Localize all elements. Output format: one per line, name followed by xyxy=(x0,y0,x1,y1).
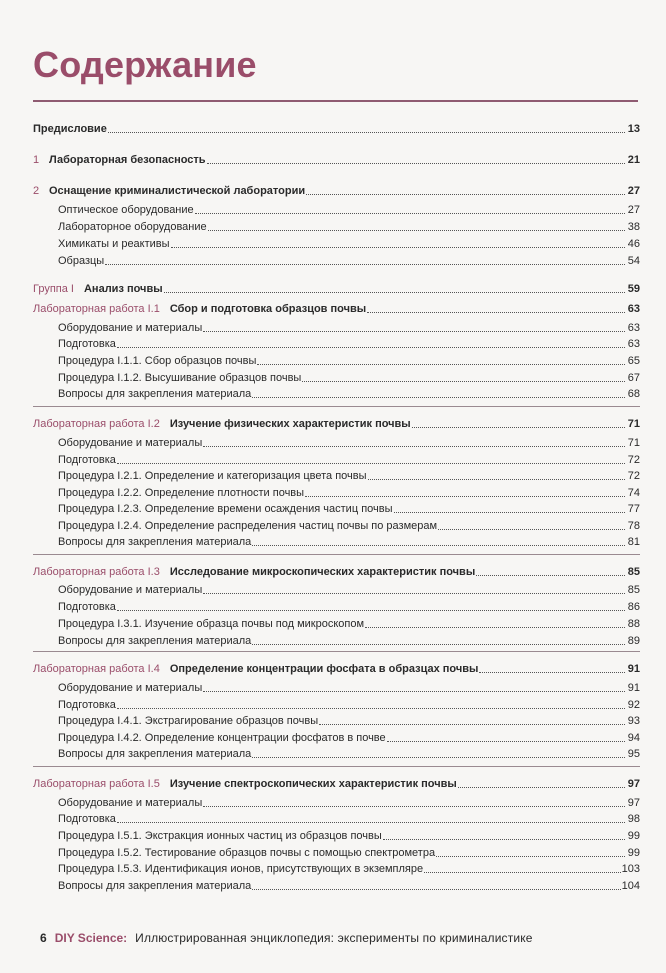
section-divider xyxy=(33,554,640,555)
page-number: 38 xyxy=(627,221,640,233)
dot-leader xyxy=(365,626,625,628)
dot-leader xyxy=(108,131,625,133)
entry-title: Изучение спектроскопических характеристик почвы xyxy=(169,778,457,790)
dot-leader xyxy=(252,643,625,645)
toc-entry[interactable] xyxy=(58,353,640,368)
page-number: 13 xyxy=(627,123,640,135)
lab-label: Лабораторная работа I.5 xyxy=(33,778,160,790)
page-number: 59 xyxy=(627,283,640,295)
toc-entry[interactable] xyxy=(58,468,640,483)
toc-entry[interactable] xyxy=(58,582,640,597)
dot-leader xyxy=(171,246,625,248)
entry-title: Оптическое оборудование xyxy=(58,204,194,216)
dot-leader xyxy=(476,574,625,576)
page-title: Содержание xyxy=(33,44,257,85)
entry-title: Предисловие xyxy=(33,123,107,135)
entry-title: Процедура I.4.2. Определение концентрации фосфатов в почве xyxy=(58,732,386,744)
entry-title: Изучение физических характеристик почвы xyxy=(169,418,411,430)
dot-leader xyxy=(203,445,625,447)
dot-leader xyxy=(257,363,625,365)
toc-entry[interactable] xyxy=(58,336,640,351)
page-number: 95 xyxy=(627,748,640,760)
toc-entry[interactable] xyxy=(33,301,640,316)
chapter-number: 1 xyxy=(33,154,40,166)
entry-title: Оборудование и материалы xyxy=(58,584,203,596)
entry-title: Лабораторная безопасность xyxy=(49,154,206,166)
toc-entry[interactable] xyxy=(58,730,640,745)
page-number: 91 xyxy=(627,663,640,675)
page-number: 78 xyxy=(627,520,640,532)
page-number: 88 xyxy=(627,618,640,630)
entry-title: Образцы xyxy=(58,255,105,267)
dot-leader xyxy=(117,609,625,611)
page-number: 85 xyxy=(627,566,640,578)
page-number: 63 xyxy=(627,322,640,334)
dot-leader xyxy=(306,193,625,195)
toc-entry[interactable] xyxy=(58,534,640,549)
lab-label: Лабораторная работа I.3 xyxy=(33,566,160,578)
dot-leader xyxy=(252,544,625,546)
lab-label: Лабораторная работа I.2 xyxy=(33,418,160,430)
toc-entry[interactable] xyxy=(58,435,640,450)
toc-entry[interactable] xyxy=(58,828,640,843)
entry-title: Подготовка xyxy=(58,699,116,711)
toc-entry[interactable] xyxy=(58,795,640,810)
table-of-contents xyxy=(33,0,640,973)
dot-leader xyxy=(479,671,625,673)
toc-entry[interactable] xyxy=(58,599,640,614)
page-number: 92 xyxy=(627,699,640,711)
page-number: 67 xyxy=(627,372,640,384)
toc-entry[interactable] xyxy=(33,776,640,791)
page-number: 63 xyxy=(627,338,640,350)
dot-leader xyxy=(164,291,625,293)
page-number: 91 xyxy=(627,682,640,694)
page-number: 97 xyxy=(627,797,640,809)
toc-entry[interactable] xyxy=(58,485,640,500)
dot-leader xyxy=(195,212,625,214)
page-number: 99 xyxy=(627,830,640,842)
toc-entry[interactable] xyxy=(58,616,640,631)
entry-title: Вопросы для закрепления материала xyxy=(58,635,252,647)
toc-entry[interactable] xyxy=(58,219,640,234)
entry-title: Подготовка xyxy=(58,813,116,825)
chapter-number: 2 xyxy=(33,185,40,197)
toc-entry[interactable] xyxy=(33,564,640,579)
page-number: 65 xyxy=(627,355,640,367)
dot-leader xyxy=(252,888,620,890)
dot-leader xyxy=(252,396,625,398)
page-number: 86 xyxy=(627,601,640,613)
entry-title: Процедура I.5.2. Тестирование образцов почвы с помощью спектрометра xyxy=(58,847,436,859)
dot-leader xyxy=(207,162,625,164)
toc-entry[interactable] xyxy=(33,152,640,167)
entry-title: Подготовка xyxy=(58,601,116,613)
dot-leader xyxy=(203,592,625,594)
dot-leader xyxy=(424,871,621,873)
entry-title: Оснащение криминалистической лаборатории xyxy=(49,185,306,197)
dot-leader xyxy=(117,707,625,709)
entry-title: Процедура I.2.3. Определение времени осаждения частиц почвы xyxy=(58,503,393,515)
toc-entry[interactable] xyxy=(58,236,640,251)
toc-entry[interactable] xyxy=(58,878,640,893)
dot-leader xyxy=(203,805,625,807)
entry-title: Оборудование и материалы xyxy=(58,682,203,694)
section-divider xyxy=(33,651,640,652)
page-number: 93 xyxy=(627,715,640,727)
dot-leader xyxy=(387,740,625,742)
entry-title: Сбор и подготовка образцов почвы xyxy=(169,303,367,315)
group-label: Группа I xyxy=(33,283,74,295)
dot-leader xyxy=(117,462,625,464)
page-number: 21 xyxy=(627,154,640,166)
page-number: 71 xyxy=(627,418,640,430)
dot-leader xyxy=(203,690,625,692)
dot-leader xyxy=(203,330,625,332)
dot-leader xyxy=(368,478,625,480)
dot-leader xyxy=(412,426,625,428)
toc-entry[interactable] xyxy=(58,697,640,712)
lab-label: Лабораторная работа I.4 xyxy=(33,663,160,675)
page-number: 63 xyxy=(627,303,640,315)
dot-leader xyxy=(117,821,625,823)
footer-page-number: 6 xyxy=(40,931,47,945)
page-number: 72 xyxy=(627,470,640,482)
footer-brand: DIY Science: xyxy=(54,931,128,945)
page-number: 85 xyxy=(627,584,640,596)
page-footer xyxy=(40,931,533,945)
toc-entry[interactable] xyxy=(33,121,640,136)
entry-title: Процедура I.4.1. Экстрагирование образцов почвы xyxy=(58,715,319,727)
toc-entry[interactable] xyxy=(58,713,640,728)
section-divider xyxy=(33,406,640,407)
toc-entry[interactable] xyxy=(33,661,640,676)
toc-entry[interactable] xyxy=(58,202,640,217)
toc-entry[interactable] xyxy=(58,845,640,860)
toc-entry[interactable] xyxy=(33,281,640,296)
dot-leader xyxy=(394,511,625,513)
entry-title: Вопросы для закрепления материала xyxy=(58,748,252,760)
toc-entry[interactable] xyxy=(58,680,640,695)
entry-title: Процедура I.2.1. Определение и категоризация цвета почвы xyxy=(58,470,367,482)
dot-leader xyxy=(383,838,625,840)
dot-leader xyxy=(438,528,625,530)
dot-leader xyxy=(105,263,625,265)
entry-title: Химикаты и реактивы xyxy=(58,238,170,250)
dot-leader xyxy=(208,229,625,231)
page-number: 27 xyxy=(627,204,640,216)
toc-entry[interactable] xyxy=(58,386,640,401)
entry-title: Определение концентрации фосфата в образцах почвы xyxy=(169,663,479,675)
page-number: 81 xyxy=(627,536,640,548)
toc-entry[interactable] xyxy=(58,633,640,648)
page-number: 46 xyxy=(627,238,640,250)
entry-title: Вопросы для закрепления материала xyxy=(58,880,252,892)
entry-title: Оборудование и материалы xyxy=(58,322,203,334)
entry-title: Процедура I.5.1. Экстракция ионных частиц из образцов почвы xyxy=(58,830,382,842)
entry-title: Исследование микроскопических характеристик почвы xyxy=(169,566,476,578)
dot-leader xyxy=(458,786,625,788)
dot-leader xyxy=(302,380,625,382)
entry-title: Процедура I.1.2. Высушивание образцов почвы xyxy=(58,372,302,384)
toc-entry[interactable] xyxy=(58,501,640,516)
page-number: 104 xyxy=(621,880,640,892)
toc-entry[interactable] xyxy=(58,811,640,826)
entry-title: Подготовка xyxy=(58,454,116,466)
dot-leader xyxy=(436,855,625,857)
page-number: 74 xyxy=(627,487,640,499)
toc-entry[interactable] xyxy=(33,416,640,431)
toc-entry[interactable] xyxy=(58,370,640,385)
entry-title: Процедура I.1.1. Сбор образцов почвы xyxy=(58,355,257,367)
page-number: 97 xyxy=(627,778,640,790)
dot-leader xyxy=(367,311,625,313)
entry-title: Вопросы для закрепления материала xyxy=(58,536,252,548)
entry-title: Анализ почвы xyxy=(83,283,163,295)
toc-entry[interactable] xyxy=(33,183,640,198)
page-number: 103 xyxy=(621,863,640,875)
footer-book-title: Иллюстрированная энциклопедия: эксперименты по криминалистике xyxy=(135,931,533,945)
page-number: 54 xyxy=(627,255,640,267)
toc-entry[interactable] xyxy=(58,861,640,876)
page-number: 89 xyxy=(627,635,640,647)
entry-title: Процедура I.3.1. Изучение образца почвы под микроскопом xyxy=(58,618,365,630)
page-number: 99 xyxy=(627,847,640,859)
entry-title: Процедура I.5.3. Идентификация ионов, присутствующих в экземпляре xyxy=(58,863,424,875)
entry-title: Оборудование и материалы xyxy=(58,797,203,809)
page-number: 77 xyxy=(627,503,640,515)
page-number: 98 xyxy=(627,813,640,825)
entry-title: Лабораторное оборудование xyxy=(58,221,207,233)
dot-leader xyxy=(252,756,625,758)
toc-entry[interactable] xyxy=(58,320,640,335)
entry-title: Подготовка xyxy=(58,338,116,350)
dot-leader xyxy=(319,723,625,725)
page-number: 68 xyxy=(627,388,640,400)
entry-title: Оборудование и материалы xyxy=(58,437,203,449)
toc-entry[interactable] xyxy=(58,253,640,268)
page-number: 72 xyxy=(627,454,640,466)
entry-title: Вопросы для закрепления материала xyxy=(58,388,252,400)
toc-entry[interactable] xyxy=(58,452,640,467)
page-number: 94 xyxy=(627,732,640,744)
page-number: 27 xyxy=(627,185,640,197)
entry-title: Процедура I.2.4. Определение распределения частиц почвы по размерам xyxy=(58,520,438,532)
dot-leader xyxy=(305,495,625,497)
toc-entry[interactable] xyxy=(58,746,640,761)
entry-title: Процедура I.2.2. Определение плотности почвы xyxy=(58,487,305,499)
lab-label: Лабораторная работа I.1 xyxy=(33,303,160,315)
page-number: 71 xyxy=(627,437,640,449)
section-divider xyxy=(33,766,640,767)
toc-entry[interactable] xyxy=(58,518,640,533)
dot-leader xyxy=(117,346,625,348)
